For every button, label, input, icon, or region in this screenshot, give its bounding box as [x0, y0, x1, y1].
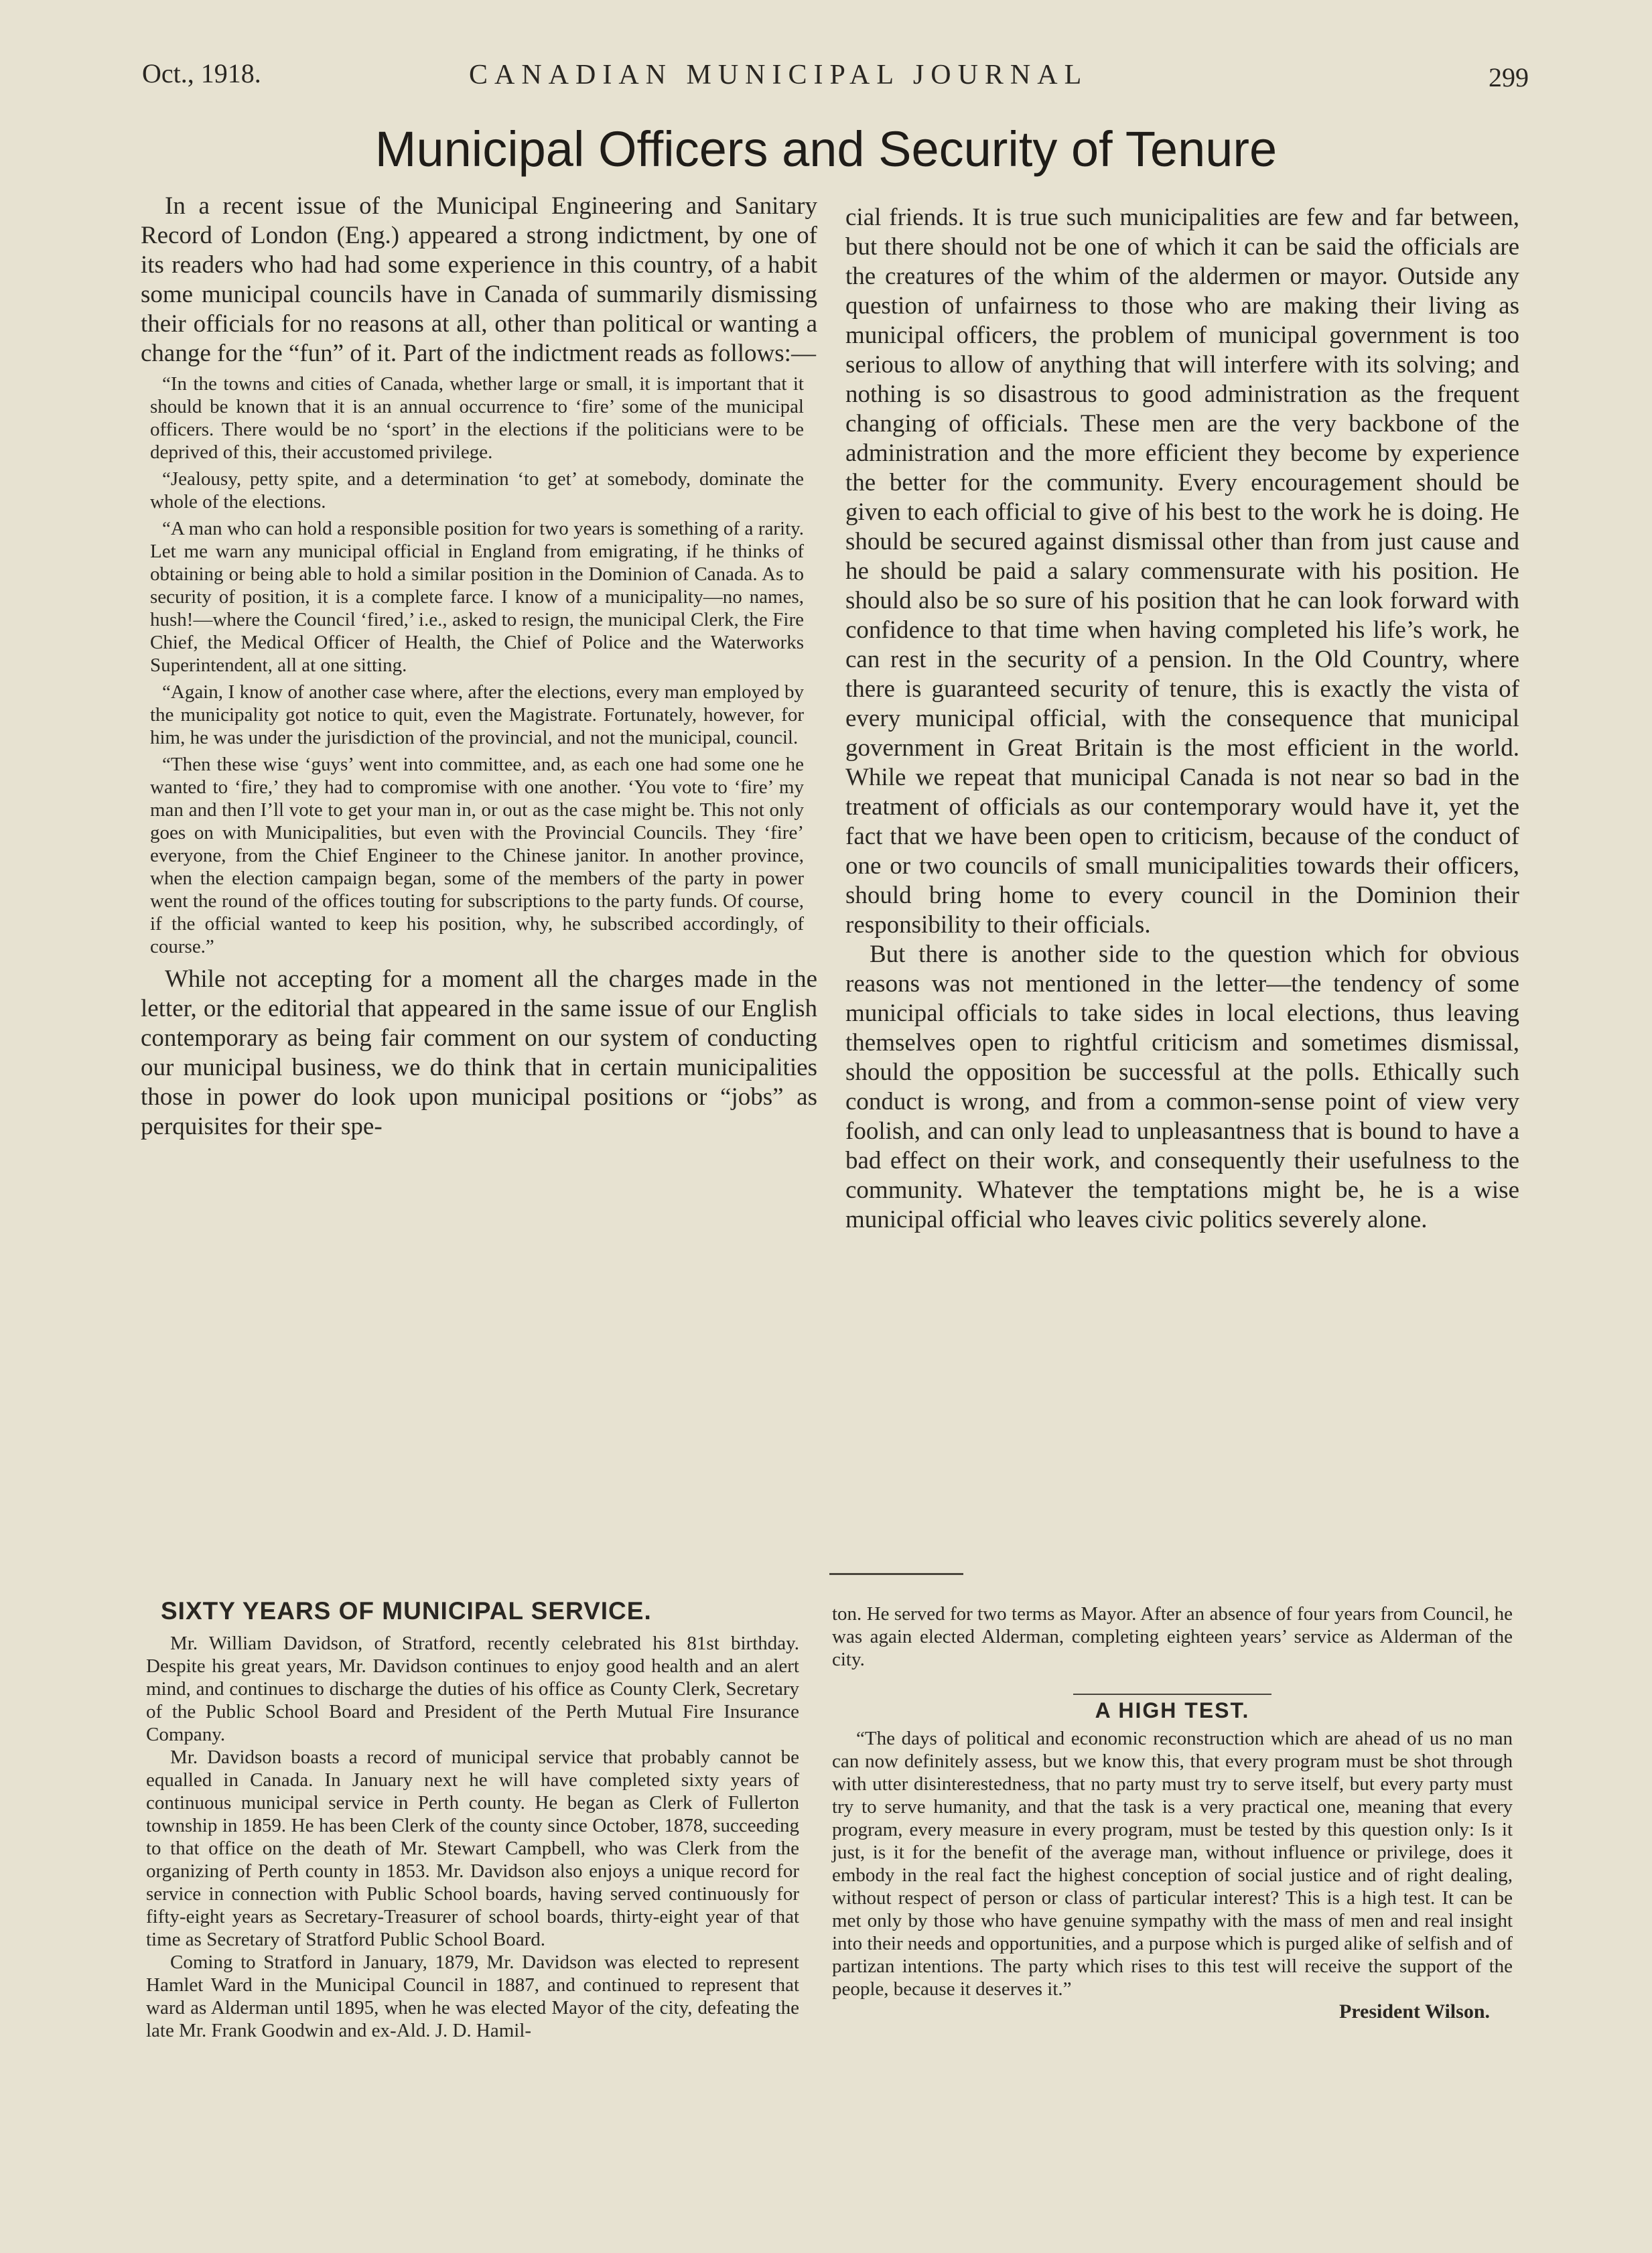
sixty-years-right-column	[832, 1602, 1513, 2023]
sixty-years-continuation: ton. He served for two terms as Mayor. After an absence of four years from Council, he was again elected Alderman, completing eighteen years’ service as Alderman of the city.	[832, 1603, 1513, 1670]
high-test-title: A HIGH TEST.	[1095, 1698, 1250, 1722]
quote-paragraph: “In the towns and cities of Canada, whether large or small, it is important that it should be known that it is an annual occurrence to ‘fire’ some of the municipal officers. There would be no ‘sport’ in the elections if the politicians were to be deprived of this, their accustomed privilege.	[150, 373, 804, 463]
quote-paragraph: “A man who can hold a responsible position for two years is something of a rarity. Let me warn any municipal official in England from emigrating, if he thinks of obtaining or being able to hold a similar position in the Dominion of Canada. As to security of position, it is a complete farce. I know of a municipality—no names, hush!—where the Council ‘fired,’ i.e., asked to resign, the municipal Clerk, the Fire Chief, the Medical Officer of Health, the Chief of Police and the Waterworks Superintendent, all at one sitting.	[150, 518, 804, 676]
quote-paragraph: “Jealousy, petty spite, and a determination ‘to get’ at somebody, dominate the whole of the elections.	[150, 468, 804, 513]
header-journal-name: CANADIAN MUNICIPAL JOURNAL	[469, 60, 1089, 90]
high-test-signature: President Wilson.	[1338, 2000, 1490, 2023]
high-test-quote: “The days of political and economic reconstruction which are ahead of us no man can now definitely assess, but we know this, that every program must be shot through with utter disinterestedness, that no party must try to serve itself, but every party must try to serve humanity, and that the task is a very practical one, meaning that every program, every measure in every program, must be tested by this question only: Is it just, is it for the benefit of the average man, without influence or privilege, does it embody in the real fact the highest conception of social justice and of right dealing, without respect of person or class of particular interest? This is a high test. It can be met only by those who have genuine sympathy with the mass of men and real insight into their needs and opportunities, and a purpose which is purged alike of selfish and of partizan intentions. The party which rises to this test will receive the support of the people, because it deserves it.”	[832, 1728, 1513, 2000]
article-title: Municipal Officers and Security of Tenure	[374, 121, 1278, 177]
article-left-column	[141, 192, 817, 1142]
header-page-number: 299	[1489, 62, 1529, 92]
sixty-years-title: SIXTY YEARS OF MUNICIPAL SERVICE.	[161, 1597, 652, 1625]
article-paragraph: While not accepting for a moment all the charges made in the letter, or the editorial that appeared in the same issue of our English contemporary as being fair comment on our system of conducting our municipal business, we do think that in certain municipalities those in power do look upon municipal positions or “jobs” as perquisites for their spe-	[141, 965, 817, 1140]
sixty-years-left-column	[146, 1632, 799, 2042]
article-intro: In a recent issue of the Municipal Engineering and Sanitary Record of London (Eng.) appeared a strong indictment, by one of its readers who had had some experience in this country, of a habit some municipal councils have in Canada of summarily dismissing their officials for no reasons at all, other than political or wanting a change for the “fun” of it. Part of the indictment reads as follows:—	[141, 192, 817, 367]
article-right-column	[845, 203, 1519, 1235]
header-date: Oct., 1918.	[142, 58, 261, 88]
indictment-quote	[141, 372, 817, 958]
sixty-years-paragraph: Mr. Davidson boasts a record of municipal service that probably cannot be equalled in Canada. In January next he will have completed sixty years of continuous municipal service in Perth county. He began as Clerk of Fullerton township in 1859. He has been Clerk of the county since October, 1878, succeeding to that office on the death of Mr. Stewart Campbell, who was Clerk from the organizing of Perth county in 1853. Mr. Davidson also enjoys a unique record for service in connection with Public School boards, having served continuously for fifty-eight years as Secretary-Treasurer of school boards, thirty-eight year of that time as Secretary of Stratford Public School Board.	[146, 1747, 799, 1950]
sixty-years-paragraph: Mr. William Davidson, of Stratford, recently celebrated his 81st birthday. Despite his great years, Mr. Davidson continues to enjoy good health and an alert mind, and continues to discharge the duties of his office as County Clerk, Secretary of the Public School Board and President of the Perth Mutual Fire Insurance Company.	[146, 1633, 799, 1745]
quote-paragraph: “Again, I know of another case where, after the elections, every man employed by the municipality got notice to quit, even the Magistrate. Fortunately, however, for him, he was under the jurisdiction of the provincial, and not the municipal, council.	[150, 681, 804, 748]
section-divider	[829, 1573, 963, 1575]
quote-paragraph: “Then these wise ‘guys’ went into committee, and, as each one had some one he wanted to ‘fire,’ they had to compromise with one another. ‘You vote to ‘fire’ my man and then I’ll vote to get your man in, or out as the case might be. This not only goes on with Municipalities, but even with the Provincial Councils. They ‘fire’ everyone, from the Chief Engineer to the Chinese janitor. In another province, when the election campaign began, some of the members of the party in power went the round of the offices touting for subscriptions to the party funds. Of course, if the official wanted to keep his position, why, he subscribed accordingly, of course.”	[150, 754, 804, 957]
sixty-years-paragraph: Coming to Stratford in January, 1879, Mr. Davidson was elected to represent Hamlet Ward in the Municipal Council in 1887, and continued to represent that ward as Alderman until 1895, when he was elected Mayor of the city, defeating the late Mr. Frank Goodwin and ex-Ald. J. D. Hamil-	[146, 1952, 799, 2041]
high-test-divider	[1073, 1694, 1271, 1695]
article-paragraph: But there is another side to the question which for obvious reasons was not mentioned in the letter—the tendency of some municipal officials to take sides in local elections, thus leaving themselves open to rightful criticism and sometimes dismissal, should the opposition be successful at the polls. Ethically such conduct is wrong, and from a common-sense point of view very foolish, and can only lead to unpleasantness that is bound to have a bad effect on their work, and consequently their usefulness to the community. Whatever the temptations might be, he is a wise municipal official who leaves civic politics severely alone.	[845, 941, 1519, 1233]
article-paragraph: cial friends. It is true such municipalities are few and far between, but there should not be one of which it can be said the officials are the creatures of the whim of the aldermen or mayor. Outside any question of unfairness to those who are making their living as municipal officers, the problem of municipal government is too serious to allow of anything that will interfere with its solving; and nothing is so disastrous to good administration as the frequent changing of officials. These men are the very backbone of the administration and the more efficient they become by experience the better for the community. Every encouragement should be given to each official to give of his best to the work he is doing. He should be secured against dismissal other than from just cause and he should be paid a salary commensurate with his position. He should also be so sure of his position that he can look forward with confidence to that time when having completed his life’s work, he can rest in the security of a pension. In the Old Country, where there is guaranteed security of tenure, this is exactly the vista of every municipal official, with the consequence that municipal government in Great Britain is the most efficient in the world. While we repeat that municipal Canada is not near so bad in the treatment of officials as our contemporary would have it, yet the fact that we have been open to criticism, because of the conduct of one or two councils of small municipalities towards their officers, should bring home to every council in the Dominion their responsibility to their officials.	[845, 204, 1519, 939]
